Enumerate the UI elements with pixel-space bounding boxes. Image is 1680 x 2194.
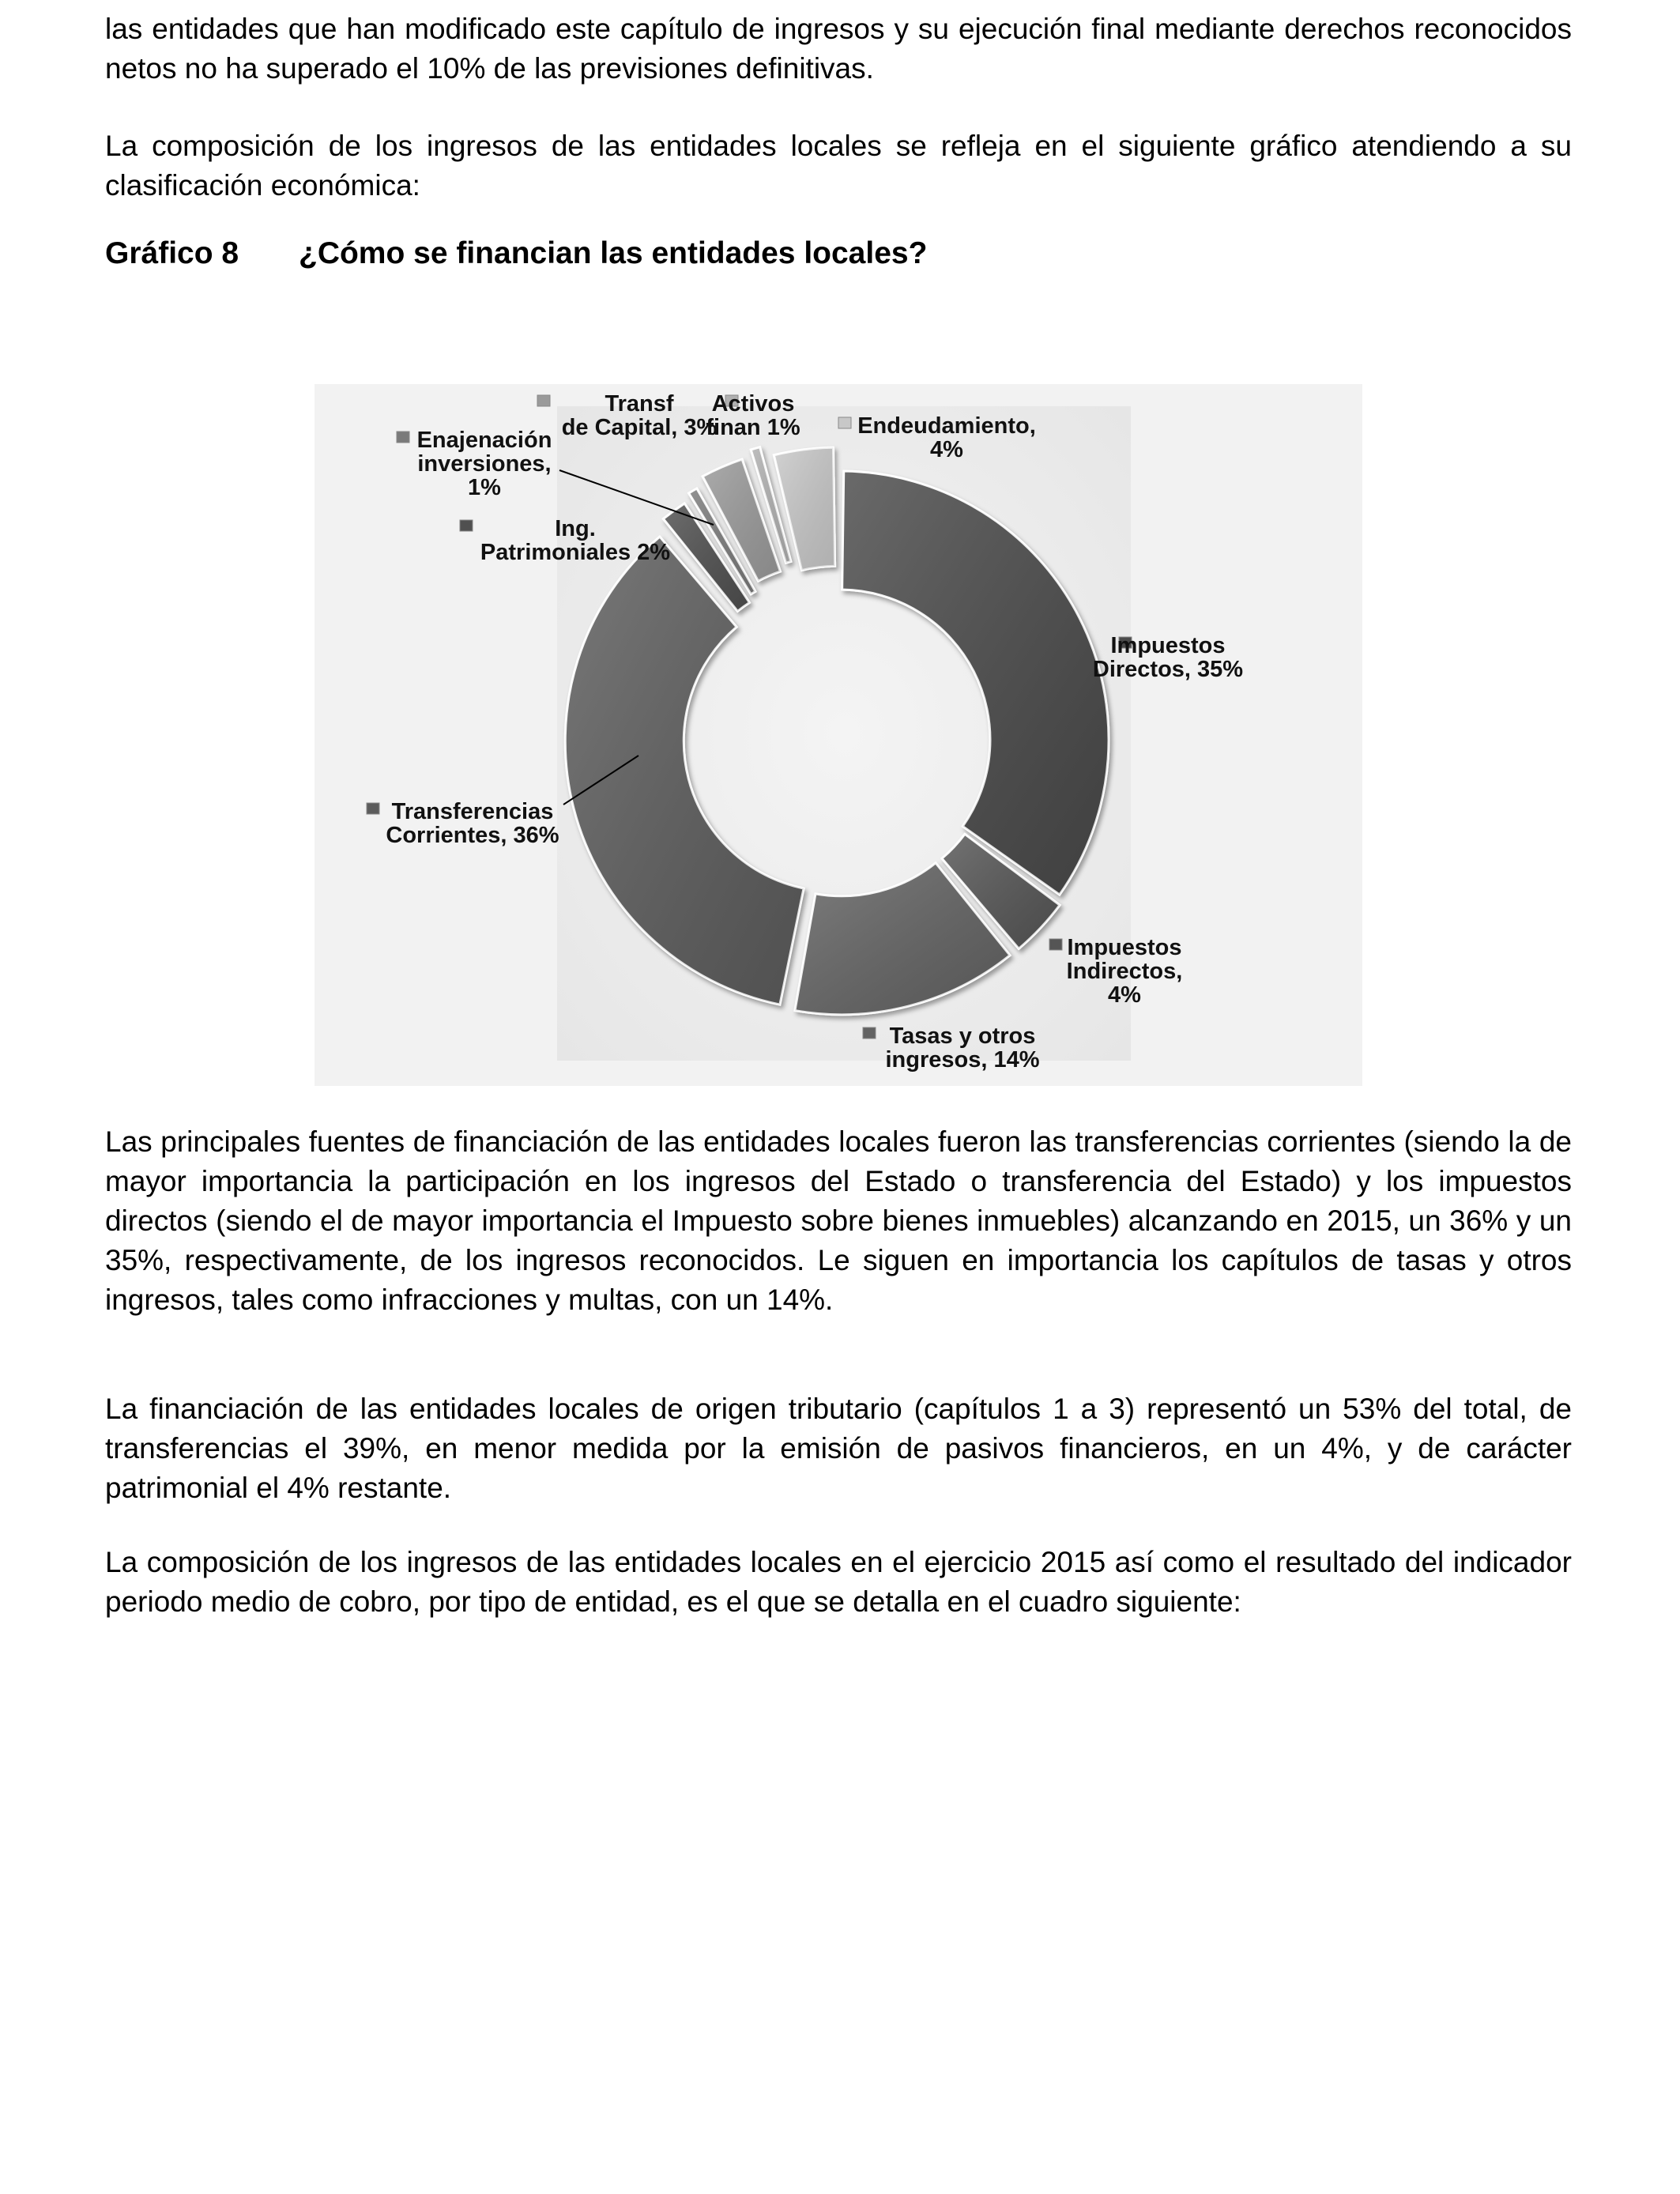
label-text-ing-patrimoniales-2: Patrimoniales 2%: [480, 540, 671, 565]
label-text-impuestos-directos-1: Impuestos: [1110, 633, 1226, 658]
figure-title: ¿Cómo se financian las entidades locales?: [299, 236, 928, 270]
legend-marker-impuestos-indirectos: [1049, 939, 1062, 950]
donut-chart: [315, 384, 1362, 1086]
legend-marker-enajenacion-inversiones: [397, 432, 409, 443]
label-text-enajenacion-inversiones-3: 1%: [468, 475, 501, 500]
label-text-transf-de-capital-2: de Capital, 3%: [561, 415, 718, 440]
donut-chart-svg: [315, 384, 1362, 1086]
label-text-transferencias-corrientes-2: Corrientes, 36%: [386, 823, 559, 848]
label-text-endeudamiento-2: 4%: [930, 437, 963, 462]
label-transferencias-corrientes: [367, 799, 559, 848]
label-text-transferencias-corrientes-1: Transferencias: [391, 799, 554, 824]
paragraph-tributary: La financiación de las entidades locales de origen tributario (capítulos 1 a 3) representó un 53% del total, de transferencias el 39%, en menor medida por la emisión de pasivos financieros, en un 4%, y de carácter patrimonial el 4% restante.: [105, 1393, 1572, 1504]
figure-heading: [105, 234, 927, 273]
paragraph-table-intro: La composición de los ingresos de las entidades locales en el ejercicio 2015 así como el resultado del indicador periodo medio de cobro, por tipo de entidad, es el que se detalla en el cuadro siguiente:: [105, 1546, 1572, 1618]
label-text-impuestos-indirectos-2: Indirectos,: [1066, 959, 1183, 984]
legend-marker-tasas-y-otros-ingresos: [863, 1027, 876, 1039]
label-text-tasas-y-otros-ingresos-1: Tasas y otros: [889, 1023, 1036, 1049]
paragraph-main-sources: Las principales fuentes de financiación de las entidades locales fueron las transferencias corrientes (siendo la de mayor importancia la participación en los ingresos del Estado o transferencia del Estado) y los impuestos directos (siendo el de mayor importancia el Impuesto sobre bienes inmuebles) alcanzando en 2015, un 36% y un 35%, respectivamente, de los ingresos reconocidos. Le siguen en importancia los capítulos de tasas y otros ingresos, tales como infracciones y multas, con un 14%.: [105, 1125, 1572, 1316]
legend-marker-transf-de-capital: [537, 395, 550, 406]
label-text-endeudamiento-1: Endeudamiento,: [857, 413, 1036, 439]
label-text-impuestos-directos-2: Directos, 35%: [1092, 657, 1244, 682]
label-impuestos-directos: [1093, 633, 1243, 682]
paragraph-intro: las entidades que han modificado este capítulo de ingresos y su ejecución final mediante derechos reconocidos netos no ha superado el 10% de las previsiones definitivas.: [105, 13, 1572, 85]
label-text-activos-finan-1: Activos: [711, 391, 795, 417]
label-text-enajenacion-inversiones-1: Enajenación: [416, 428, 552, 453]
label-text-ing-patrimoniales-1: Ing.: [555, 516, 596, 541]
label-text-transf-de-capital-1: Transf: [605, 391, 674, 417]
label-text-impuestos-indirectos-3: 4%: [1108, 982, 1141, 1008]
legend-marker-ing-patrimoniales: [460, 520, 473, 531]
label-activos-finan: [706, 391, 800, 440]
label-tasas-y-otros-ingresos: [863, 1023, 1040, 1072]
paragraph-chart-intro: La composición de los ingresos de las entidades locales se refleja en el siguiente gráfico atendiendo a su clasificación económica:: [105, 130, 1572, 202]
legend-marker-endeudamiento: [838, 417, 851, 428]
label-text-activos-finan-2: finan 1%: [706, 415, 800, 440]
legend-marker-transferencias-corrientes: [367, 803, 379, 814]
figure-number: Gráfico 8: [105, 236, 239, 270]
label-text-enajenacion-inversiones-2: inversiones,: [417, 451, 552, 477]
label-text-tasas-y-otros-ingresos-2: ingresos, 14%: [885, 1047, 1040, 1072]
label-text-impuestos-indirectos-1: Impuestos: [1067, 935, 1182, 960]
